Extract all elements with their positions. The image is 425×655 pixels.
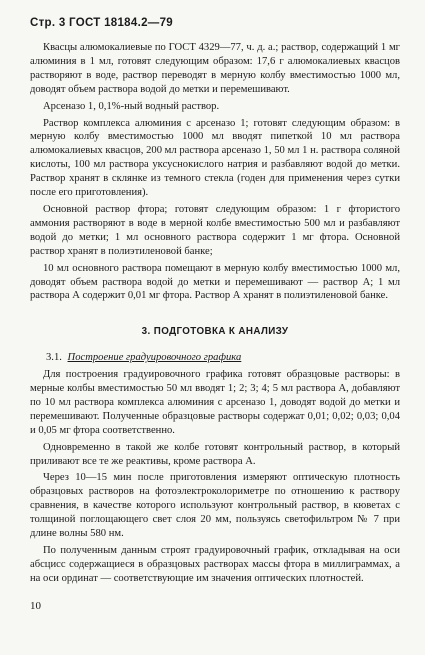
subsection-title: Построение градуировочного графика: [67, 352, 242, 364]
paragraph-optical-density: Через 10—15 мин после приготовления измеряют оптическую плотность образцовых растворов на фотоэлектроколориметре по отношению к раствору сравнения, в качестве которого используют контрольный раствор, в кюветах с толщиной поглощающего свет слоя 20 мм, пользуясь светофильтром № 7 при длине волны 580 нм.: [30, 472, 400, 540]
paragraph-calibration-solutions: Для построения градуировочного графика готовят образцовые растворы: в мерные колбы вместимостью 50 мл вводят 1; 2; 3; 4; 5 мл раствора А, добавляют по 10 мл раствора комплекса алюминия с арсеназо 1, доводят водой до метки и перемешивают. Полученные образцовые растворы содержат 0,01; 0,02; 0,03; 0,04 и 0,05 мг фтора соответственно.: [30, 369, 400, 436]
document-body: [30, 41, 400, 589]
subsection-number: 3.1.: [46, 352, 62, 364]
paragraph-calibration-graph: По полученным данным строят градуировочный график, откладывая на оси абсцисс содержащиеся в образцовых растворах массы фтора в миллиграммах, а на оси ординат — соответствующие им значения оптических плотностей.: [30, 545, 400, 584]
paragraph-complex-solution: Раствор комплекса алюминия с арсеназо 1; готовят следующим образом: в мерную колбу вместимостью 1000 мл вводят пипеткой 10 мл раствора алюмокалиевых квасцов, 200 мл раствора арсеназо 1, 50 мл 1 н. раствора соляной кислоты, 100 мл раствора уксуснокислого натрия и разбавляют водой до метки. Раствор хранят в склянке из темного стекла (годен для применения через сутки после его приготовления).: [30, 117, 400, 199]
paragraph-arsenazo: Арсеназо 1, 0,1%-ный водный раствор.: [43, 100, 220, 112]
subsection-heading: [30, 351, 400, 365]
paragraph-alum-solution: Квасцы алюмокалиевые по ГОСТ 4329—77, ч. д. а.; раствор, содержащий 1 мг алюминия в 1 мл, готовят следующим образом: 17,6 г алюмокалиевых квасцов растворяют в воде, раствор переводят в мерную колбу вместимостью 1000 мл, доводят объем раствора водой до метки и перемешивают.: [30, 42, 400, 95]
section-title: 3. ПОДГОТОВКА К АНАЛИЗУ: [141, 326, 289, 338]
paragraph-control-solution: Одновременно в такой же колбе готовят контрольный раствор, в который приливают все те же реактивы, кроме раствора А.: [30, 441, 400, 467]
page-number: 10: [30, 600, 41, 612]
page-header: Стр. 3 ГОСТ 18184.2—79: [30, 17, 173, 29]
paragraph-solution-a: 10 мл основного раствора помещают в мерную колбу вместимостью 1000 мл, доводят объем раствора водой до метки и перемешивают — раствор А; 1 мл раствора А содержит 0,01 мг фтора. Раствор А хранят в полиэтиленовой банке.: [30, 262, 400, 302]
paragraph-fluorine-stock: Основной раствор фтора; готовят следующим образом: 1 г фтористого аммония растворяют в воде в мерной колбе вместимостью 500 мл и разбавляют водой до метки; 1 мл основного раствора содержит 1 мг фтора. Основной раствор хранят в полиэтиленовой банке;: [30, 203, 400, 257]
